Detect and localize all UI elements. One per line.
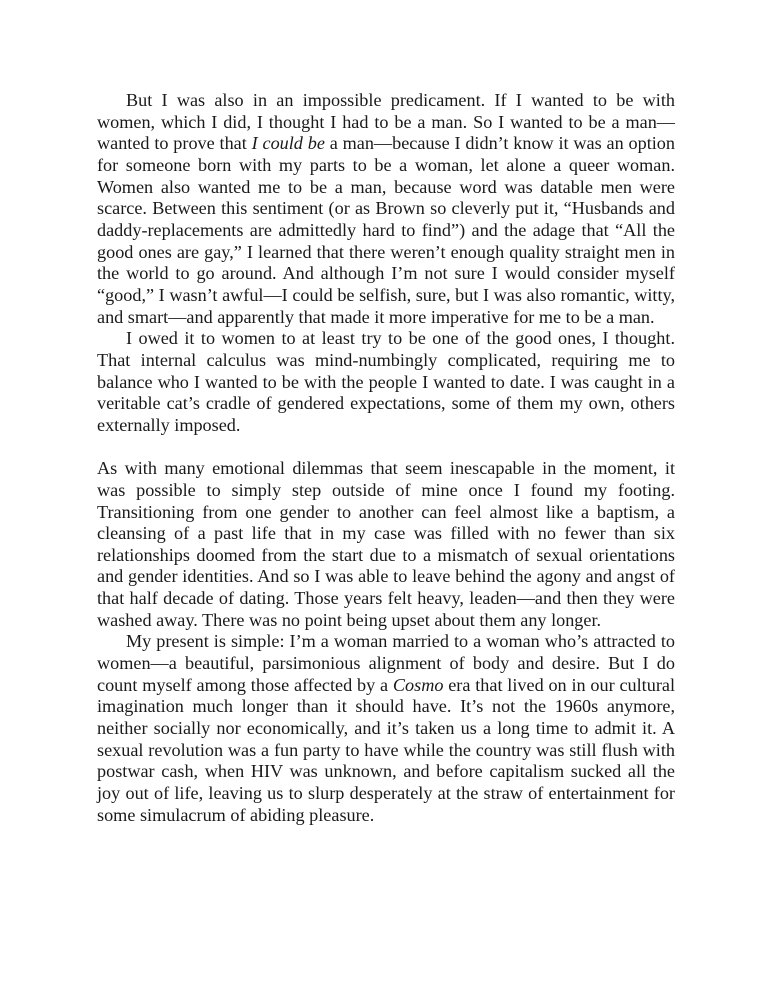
paragraph-text: era that lived on in our cultural imagination much longer than it should have. It’s not the 1960s anymore, neither socially nor economically, and it’s taken us a long time to admit it. A sexual revolution was a fun party to have while the country was still flush with postwar cash, when HIV was unknown, and before capitalism sucked all the joy out of life, leaving us to slurp desperately at the straw of entertainment for some simulacrum of abiding pleasure.: [97, 674, 675, 825]
paragraph: [97, 631, 675, 826]
paragraph-italic-text: I could be: [251, 133, 325, 154]
paragraph-text: But I was also in an impossible predicament. If I wanted to be with women, which I did, I thought I had to be a man. So I wanted to be a man—wanted to prove that: [97, 90, 675, 154]
paragraph-text: I owed it to women to at least try to be one of the good ones, I thought. That internal calculus was mind-numbingly complicated, requiring me to balance who I wanted to be with the people I wanted to date. I was caught in a veritable cat’s cradle of gendered expectations, some of them my own, others externally imposed.: [97, 328, 675, 435]
paragraph: [97, 90, 675, 328]
paragraph: [97, 458, 675, 631]
paragraph-italic-text: Cosmo: [392, 674, 444, 695]
paragraph-text: a man—because I didn’t know it was an option for someone born with my parts to be a woman, let alone a queer woman. Women also wanted me to be a man, because word was datable men were scarce. Between this sentiment (or as Brown so cleverly put it, “Husbands and daddy-replacements are admittedly hard to find”) and the adage that “All the good ones are gay,” I learned that there weren’t enough quality straight men in the world to go around. And although I’m not sure I would consider myself “good,” I wasn’t awful—I could be selfish, sure, but I was also romantic, witty, and smart—and apparently that made it more imperative for me to be a man.: [97, 133, 675, 327]
paragraph-text: My present is simple: I’m a woman married to a woman who’s attracted to women—a beautiful, parsimonious alignment of body and desire. But I do count myself among those affected by a: [97, 631, 675, 695]
page-body: [97, 90, 675, 826]
paragraph: [97, 328, 675, 436]
paragraph-text: As with many emotional dilemmas that seem inescapable in the moment, it was possible to simply step outside of mine once I found my footing. Transitioning from one gender to another can feel almost like a baptism, a cleansing of a past life that in my case was filled with no fewer than six relationships doomed from the start due to a mismatch of sexual orientations and gender identities. And so I was able to leave behind the agony and angst of that half decade of dating. Those years felt heavy, leaden—and then they were washed away. There was no point being upset about them any longer.: [97, 458, 675, 630]
